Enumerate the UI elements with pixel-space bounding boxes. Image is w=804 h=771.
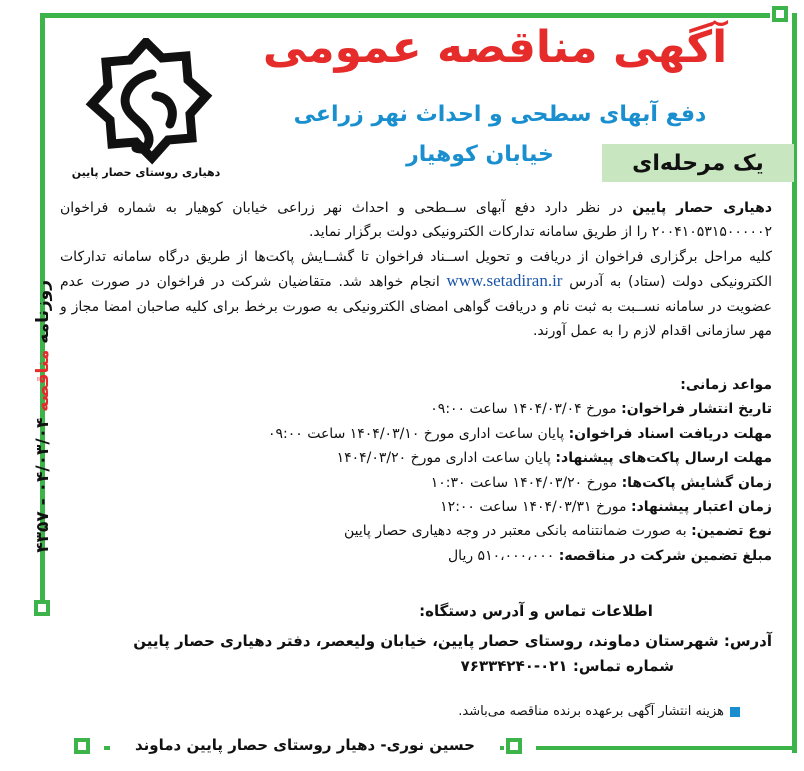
schedule-value: مورخ ۱۴۰۴/۰۳/۲۰ ساعت ۱۰:۳۰ xyxy=(430,474,618,491)
setad-link[interactable]: www.setadiran.ir xyxy=(446,271,563,291)
dehyari-logo-icon xyxy=(74,38,218,168)
schedule-key: نوع تضمین: xyxy=(691,523,772,540)
subtitle-line1: دفع آبهای سطحی و احداث نهر زراعی xyxy=(293,102,707,127)
schedule-key: مبلغ تضمین شرکت در مناقصه: xyxy=(558,547,772,564)
subtitle-line2: خیابان کوهیار xyxy=(406,142,554,167)
stage-badge: یک مرحله‌ای xyxy=(602,144,794,182)
schedule-row xyxy=(300,495,772,519)
schedule-row xyxy=(300,519,772,543)
page-title: آگهی مناقصه عمومی xyxy=(262,22,728,73)
schedule-value: به صورت ضمانتنامه بانکی معتبر در وجه دهیاری حصار پایین xyxy=(343,523,687,540)
frame-corner-square xyxy=(772,6,788,22)
paragraph-1: در نظر دارد دفع آبهای ســطحی و احداث نهر زراعی خیابان کوهیار به شماره فراخوان ۲۰۰۴۱۰۵۳۱۵۰۰۰۰۰۲ را از طریق سامانه تدارکات الکترونیکی دولت برگزار نماید. xyxy=(60,200,772,241)
schedule-key: تاریخ انتشار فراخوان: xyxy=(621,401,772,418)
schedule-value: پایان ساعت اداری مورخ ۱۴۰۴/۰۳/۲۰ xyxy=(336,450,551,467)
schedule-value: ۵۱۰،۰۰۰،۰۰۰ ریال xyxy=(448,547,555,564)
frame-corner-square xyxy=(506,738,522,754)
frame-right-line xyxy=(792,13,797,753)
schedule-heading: مواعد زمانی: xyxy=(680,377,772,393)
schedule-key: مهلت دریافت اسناد فراخوان: xyxy=(568,425,772,442)
cost-note-text: هزینه انتشار آگهی برعهده برنده مناقصه می‌باشد. xyxy=(458,704,724,719)
schedule-value: پایان ساعت اداری مورخ ۱۴۰۴/۰۳/۱۰ ساعت ۰۹:۰۰ xyxy=(267,425,565,442)
schedule-row xyxy=(300,397,772,421)
frame-bottom-line-right xyxy=(536,746,796,750)
contact-block xyxy=(80,629,772,679)
schedule-row xyxy=(300,446,772,470)
schedule-value: مورخ ۱۴۰۴/۰۳/۳۱ ساعت ۱۲:۰۰ xyxy=(440,499,627,516)
address-line: آدرس: شهرستان دماوند، روستای حصار پایین، خیابان ولیعصر، دفتر دهیاری حصار پایین xyxy=(133,632,772,650)
schedule-section xyxy=(267,373,772,568)
schedule-key: زمان گشایش پاکت‌ها: xyxy=(621,474,772,491)
logo-caption: دهیاری روستای حصار پایین xyxy=(71,166,221,179)
schedule-key: زمان اعتبار پیشنهاد: xyxy=(630,499,772,516)
newspaper-prefix: روزنامه xyxy=(33,280,53,344)
newspaper-brand: مناقصه xyxy=(33,349,53,412)
schedule-value: مورخ ۱۴۰۴/۰۳/۰۴ ساعت ۰۹:۰۰ xyxy=(430,401,617,418)
contact-heading: اطلاعات تماس و آدرس دستگاه: xyxy=(419,602,653,620)
organization-name: دهیاری حصار پایین xyxy=(632,200,773,216)
schedule-row xyxy=(300,471,772,495)
signature: حسین نوری- دهیار روستای حصار پایین دماوند xyxy=(110,736,500,754)
issue-info: ۰۴/۰۳/۰۴ - ۴۳۵۷ xyxy=(33,417,53,553)
bullet-square-icon xyxy=(730,707,740,717)
paragraph-2a: کلیه مراحل برگزاری فراخوان از دریافت و تحویل اســناد فراخوان تا گشــایش پاکت‌ها از طریق درگاه سامانه تدارکات الکترونیکی دولت (ستاد) به آدرس xyxy=(60,248,773,291)
frame-corner-square xyxy=(74,738,90,754)
announcement-body xyxy=(60,196,772,343)
newspaper-side-label xyxy=(5,280,53,610)
schedule-key: مهلت ارسال پاکت‌های پیشنهاد: xyxy=(555,450,772,467)
phone-line: شماره تماس: ۰۲۱-۷۶۳۳۴۲۴۰ xyxy=(460,657,674,675)
schedule-row xyxy=(267,422,772,446)
paragraph-2b: انجام خواهد شد. متقاضیان شرکت در فراخوان در صورت عدم عضویت در سامانه نســبت به ثبت نام و دریافت گواهی امضای الکترونیکی به صورت برخط برای کلیه صاحبان امضا مجاز و مهر سازمانی اقدام لازم را به عمل آورند. xyxy=(60,274,772,340)
cost-note xyxy=(360,704,740,719)
schedule-row xyxy=(300,544,772,568)
frame-top-line xyxy=(45,13,770,18)
